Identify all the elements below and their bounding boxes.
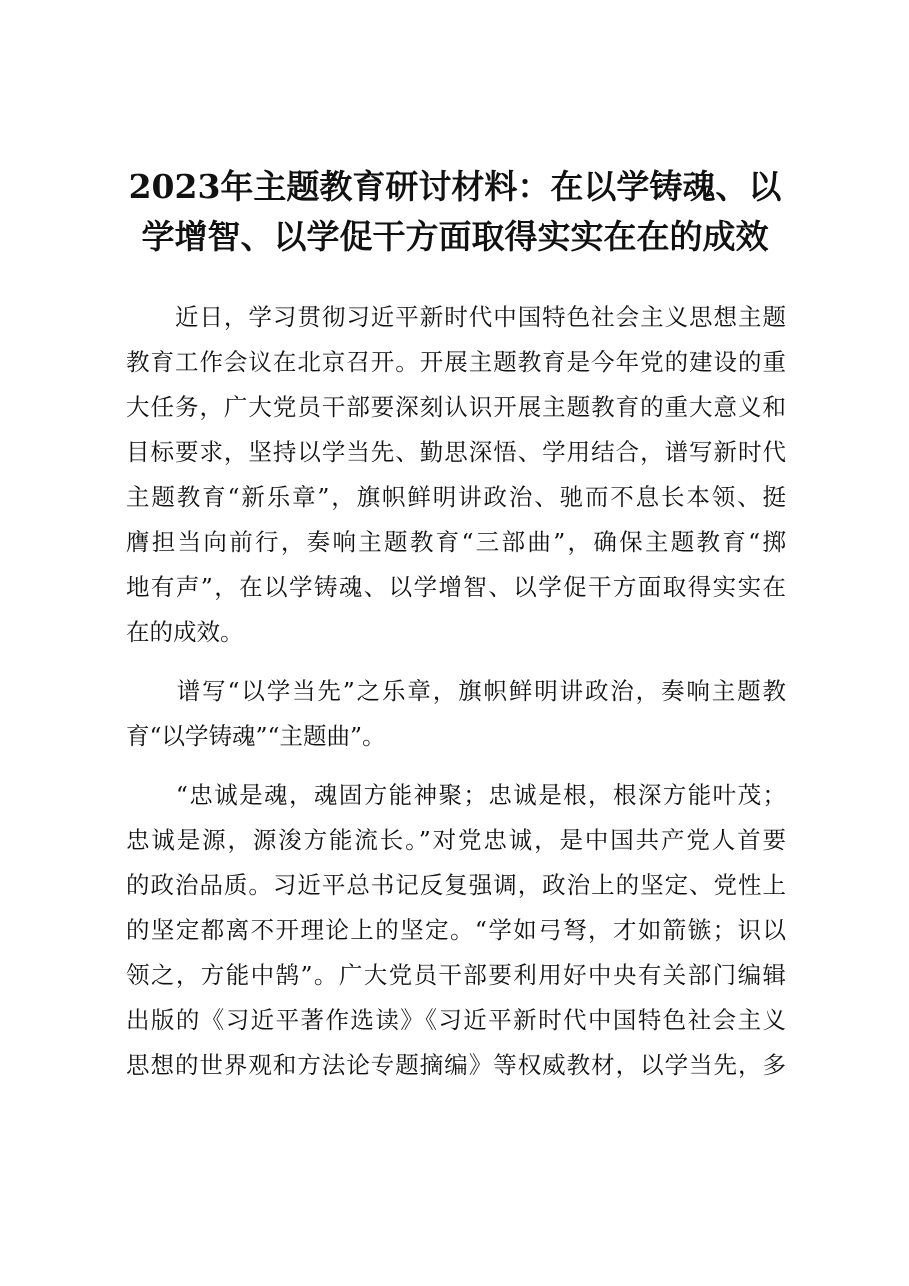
text-line: 的政治品质。习近平总书记反复强调，政治上的坚定、党性上 [126, 871, 786, 899]
text-line: 的坚定都离不开理论上的坚定。“学如弓弩，才如箭镞；识以 [126, 916, 786, 944]
title-line: 2023年主题教育研讨材料：在以学铸魂、以 [128, 167, 782, 206]
text-line: 大任务，广大党员干部要深刻认识开展主题教育的重大意义和 [126, 393, 786, 421]
text-line: 谱写“以学当先”之乐章，旗帜鲜明讲政治，奏响主题教 [126, 677, 786, 705]
text-line: 膺担当向前行，奏响主题教育“三部曲”，确保主题教育“掷 [126, 528, 786, 556]
text-line: 地有声”，在以学铸魂、以学增智、以学促干方面取得实实在 [126, 573, 786, 601]
text-line: “忠诚是魂，魂固方能神聚；忠诚是根，根深方能叶茂； [126, 781, 786, 809]
title-line: 学增智、以学促干方面取得实实在在的成效 [141, 217, 769, 256]
text-line: 忠诚是源，源浚方能流长。”对党忠诚，是中国共产党人首要 [126, 826, 786, 854]
paragraph-1 [126, 295, 786, 655]
text-line: 目标要求，坚持以学当先、勤思深悟、学用结合，谱写新时代 [126, 438, 786, 466]
document-title [120, 162, 790, 262]
text-line: 在的成效。 [126, 618, 244, 646]
text-line: 近日，学习贯彻习近平新时代中国特色社会主义思想主题 [126, 303, 786, 331]
text-line: 育“以学铸魂”“主题曲”。 [126, 722, 386, 750]
text-line: 主题教育“新乐章”，旗帜鲜明讲政治、驰而不息长本领、挺 [126, 483, 786, 511]
text-line: 教育工作会议在北京召开。开展主题教育是今年党的建设的重 [126, 348, 786, 376]
text-line: 出版的《习近平著作选读》《习近平新时代中国特色社会主义 [126, 1006, 786, 1034]
text-line: 领之，方能中鹄”。广大党员干部要利用好中央有关部门编辑 [126, 961, 786, 989]
paragraph-3 [126, 773, 786, 1088]
text-line: 思想的世界观和方法论专题摘编》等权威教材，以学当先，多 [126, 1051, 786, 1079]
paragraph-2 [126, 669, 786, 759]
document-body [126, 295, 786, 1088]
